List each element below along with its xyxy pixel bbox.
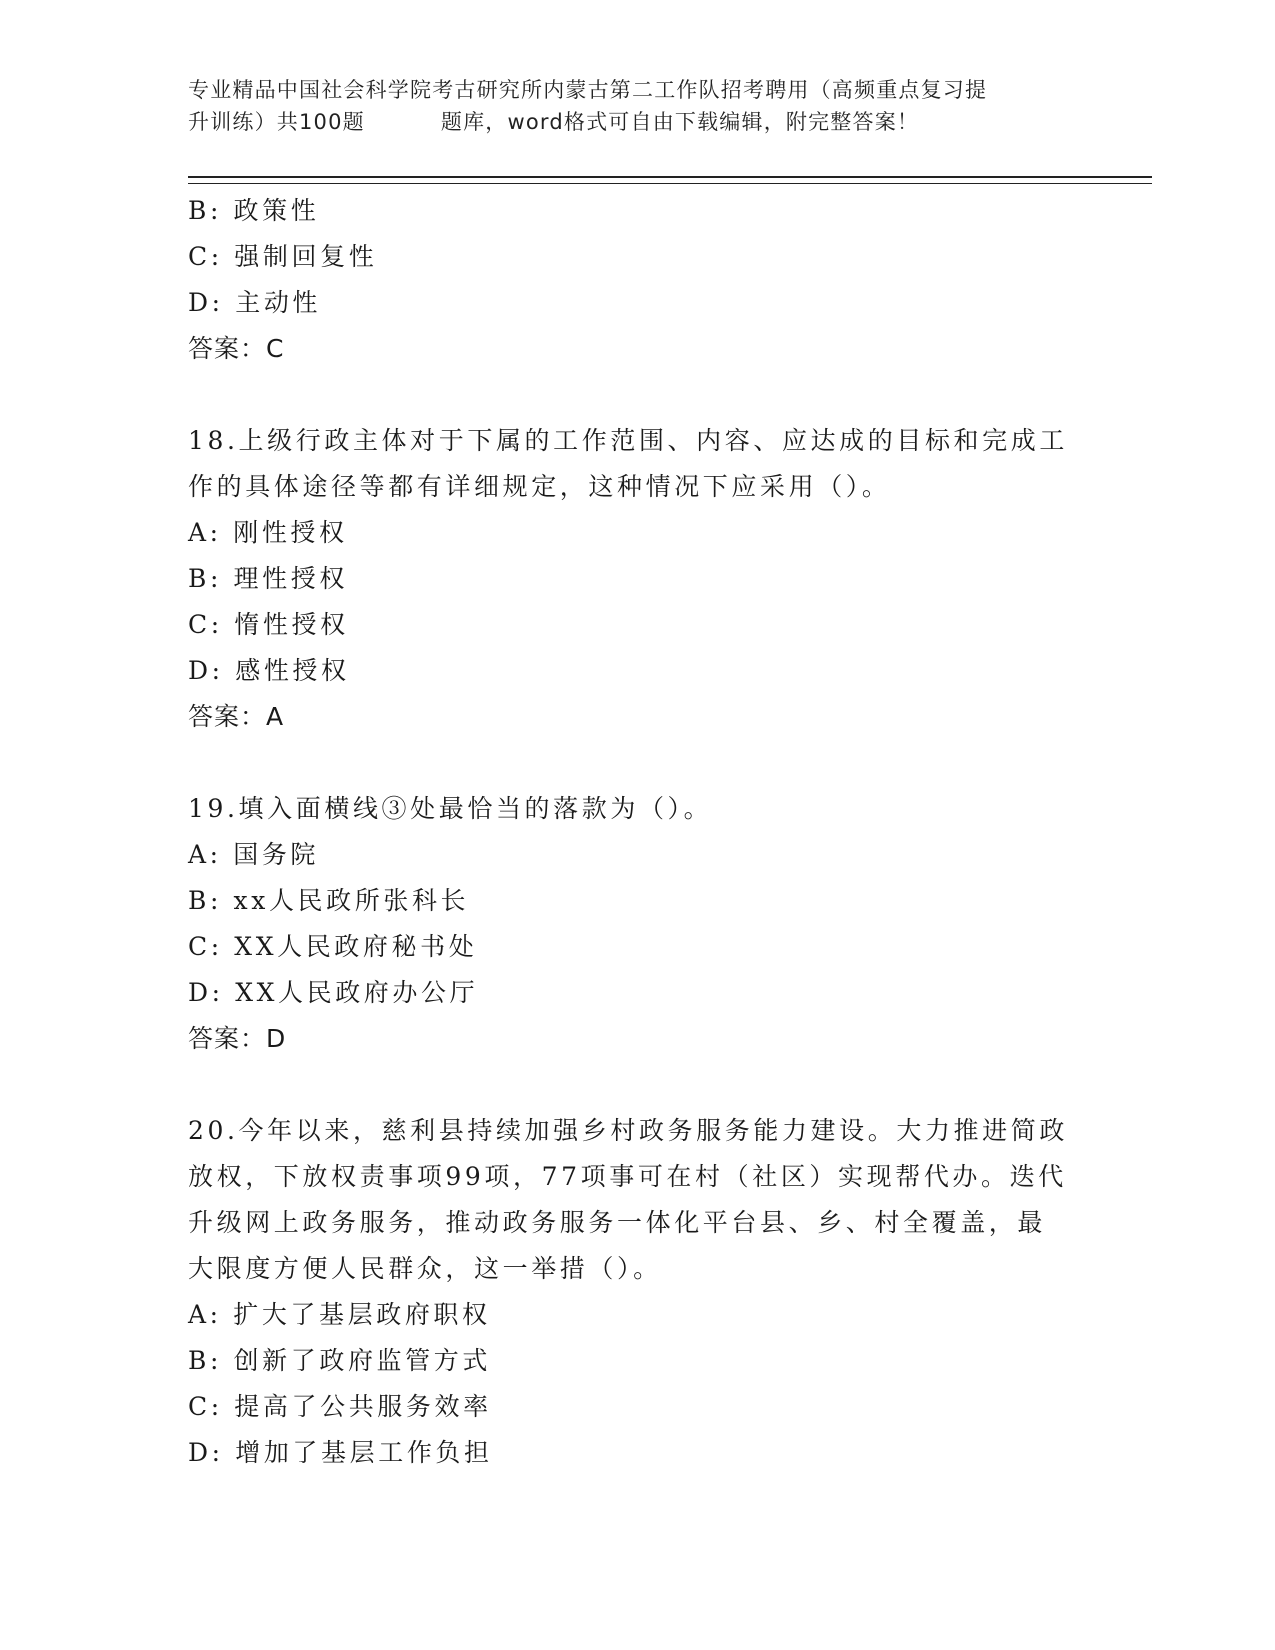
question-text-line: 19.填入面横线③处最恰当的落款为（）。 — [188, 794, 713, 823]
option-b: B: xx人民政所张科长 — [188, 886, 470, 915]
question-text-line: 大限度方便人民群众，这一举措（）。 — [188, 1254, 662, 1283]
option-d: D: 主动性 — [188, 288, 322, 317]
question-19 — [188, 786, 1088, 1062]
option-c: C: 强制回复性 — [188, 242, 378, 271]
header-divider-thin — [188, 183, 1152, 184]
option-c: C: 提高了公共服务效率 — [188, 1392, 492, 1421]
question-text-line: 升级网上政务服务，推动政务服务一体化平台县、乡、村全覆盖，最 — [188, 1208, 1047, 1237]
option-a: A: 国务院 — [188, 840, 320, 869]
question-text-line: 18.上级行政主体对于下属的工作范围、内容、应达成的目标和完成工 — [188, 426, 1068, 455]
question-text-line: 放权，下放权责事项99项，77项事可在村（社区）实现帮代办。迭代 — [188, 1162, 1067, 1191]
option-d: D: XX人民政府办公厅 — [188, 978, 479, 1007]
question-17-continued — [188, 188, 1088, 372]
header-title-part-b: 题库，word格式可自由下载编辑，附完整答案！ — [440, 110, 920, 134]
answer-line: 答案：C — [188, 334, 285, 363]
question-18 — [188, 418, 1088, 740]
question-20 — [188, 1108, 1088, 1476]
question-text-line: 20.今年以来，慈利县持续加强乡村政务服务能力建设。大力推进简政 — [188, 1116, 1068, 1145]
option-d: D: 增加了基层工作负担 — [188, 1438, 493, 1467]
header-title-part-a: 升训练）共100题 — [188, 110, 365, 134]
question-list — [188, 188, 1088, 1476]
header-title-line-1: 专业精品中国社会科学院考古研究所内蒙古第二工作队招考聘用（高频重点复习提 — [188, 78, 988, 102]
option-d: D: 感性授权 — [188, 656, 350, 685]
answer-line: 答案：D — [188, 1024, 287, 1053]
option-b: B: 创新了政府监管方式 — [188, 1346, 491, 1375]
page-header — [188, 74, 1088, 138]
answer-line: 答案：A — [188, 702, 285, 731]
question-text-line: 作的具体途径等都有详细规定，这种情况下应采用（）。 — [188, 472, 891, 501]
option-b: B: 政策性 — [188, 196, 320, 225]
option-c: C: XX人民政府秘书处 — [188, 932, 478, 961]
option-a: A: 扩大了基层政府职权 — [188, 1300, 491, 1329]
option-b: B: 理性授权 — [188, 564, 348, 593]
option-a: A: 刚性授权 — [188, 518, 348, 547]
header-divider-thick — [188, 176, 1152, 178]
option-c: C: 惰性授权 — [188, 610, 349, 639]
header-title-line-2 — [188, 106, 1088, 138]
